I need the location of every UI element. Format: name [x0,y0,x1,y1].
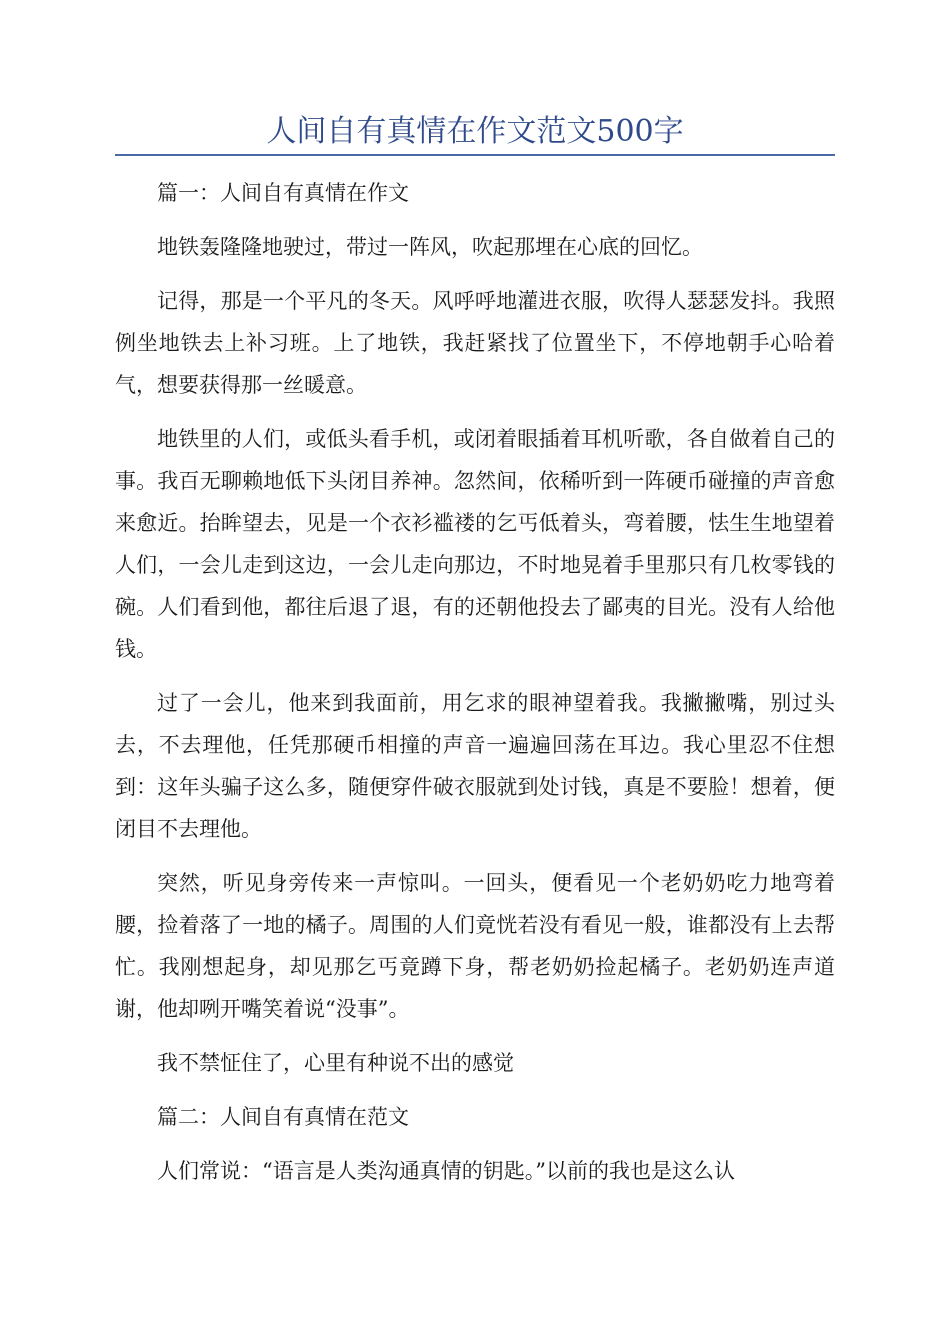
document-title: 人间自有真情在作文范文500字 [266,114,684,149]
paragraph: 我不禁怔住了，心里有种说不出的感觉 [157,1051,514,1075]
paragraph: 记得，那是一个平凡的冬天。风呼呼地灌进衣服，吹得人瑟瑟发抖。我照例坐地铁去上补习班。上了地铁，我赶紧找了位置坐下，不停地朝手心哈着气，想要获得那一丝暖意。 [115,289,835,397]
document-body [115,172,835,1204]
paragraph: 人们常说：“语言是人类沟通真情的钥匙。”以前的我也是这么认 [157,1159,735,1183]
paragraph: 过了一会儿，他来到我面前，用乞求的眼神望着我。我撇撇嘴，别过头去，不去理他，任凭那硬币相撞的声音一遍遍回荡在耳边。我心里忍不住想到：这年头骗子这么多，随便穿件破衣服就到处讨钱，真是不要脸！想着，便闭目不去理他。 [115,691,835,841]
paragraph: 地铁轰隆隆地驶过，带过一阵风，吹起那埋在心底的回忆。 [157,235,703,259]
paragraph: 突然，听见身旁传来一声惊叫。一回头，便看见一个老奶奶吃力地弯着腰，捡着落了一地的橘子。周围的人们竟恍若没有看见一般，谁都没有上去帮忙。我刚想起身，却见那乞丐竟蹲下身，帮老奶奶捡起橘子。老奶奶连声道谢，他却咧开嘴笑着说“没事”。 [115,871,835,1021]
paragraph: 地铁里的人们，或低头看手机，或闭着眼插着耳机听歌，各自做着自己的事。我百无聊赖地低下头闭目养神。忽然间，依稀听到一阵硬币碰撞的声音愈来愈近。抬眸望去，见是一个衣衫褴褛的乞丐低着头，弯着腰，怯生生地望着人们，一会儿走到这边，一会儿走向那边，不时地晃着手里那只有几枚零钱的碗。人们看到他，都往后退了退，有的还朝他投去了鄙夷的目光。没有人给他钱。 [115,427,835,661]
paragraph-section-heading-2: 篇二：人间自有真情在范文 [157,1105,409,1129]
paragraph-section-heading-1: 篇一：人间自有真情在作文 [157,181,409,205]
title-underline [115,154,835,156]
